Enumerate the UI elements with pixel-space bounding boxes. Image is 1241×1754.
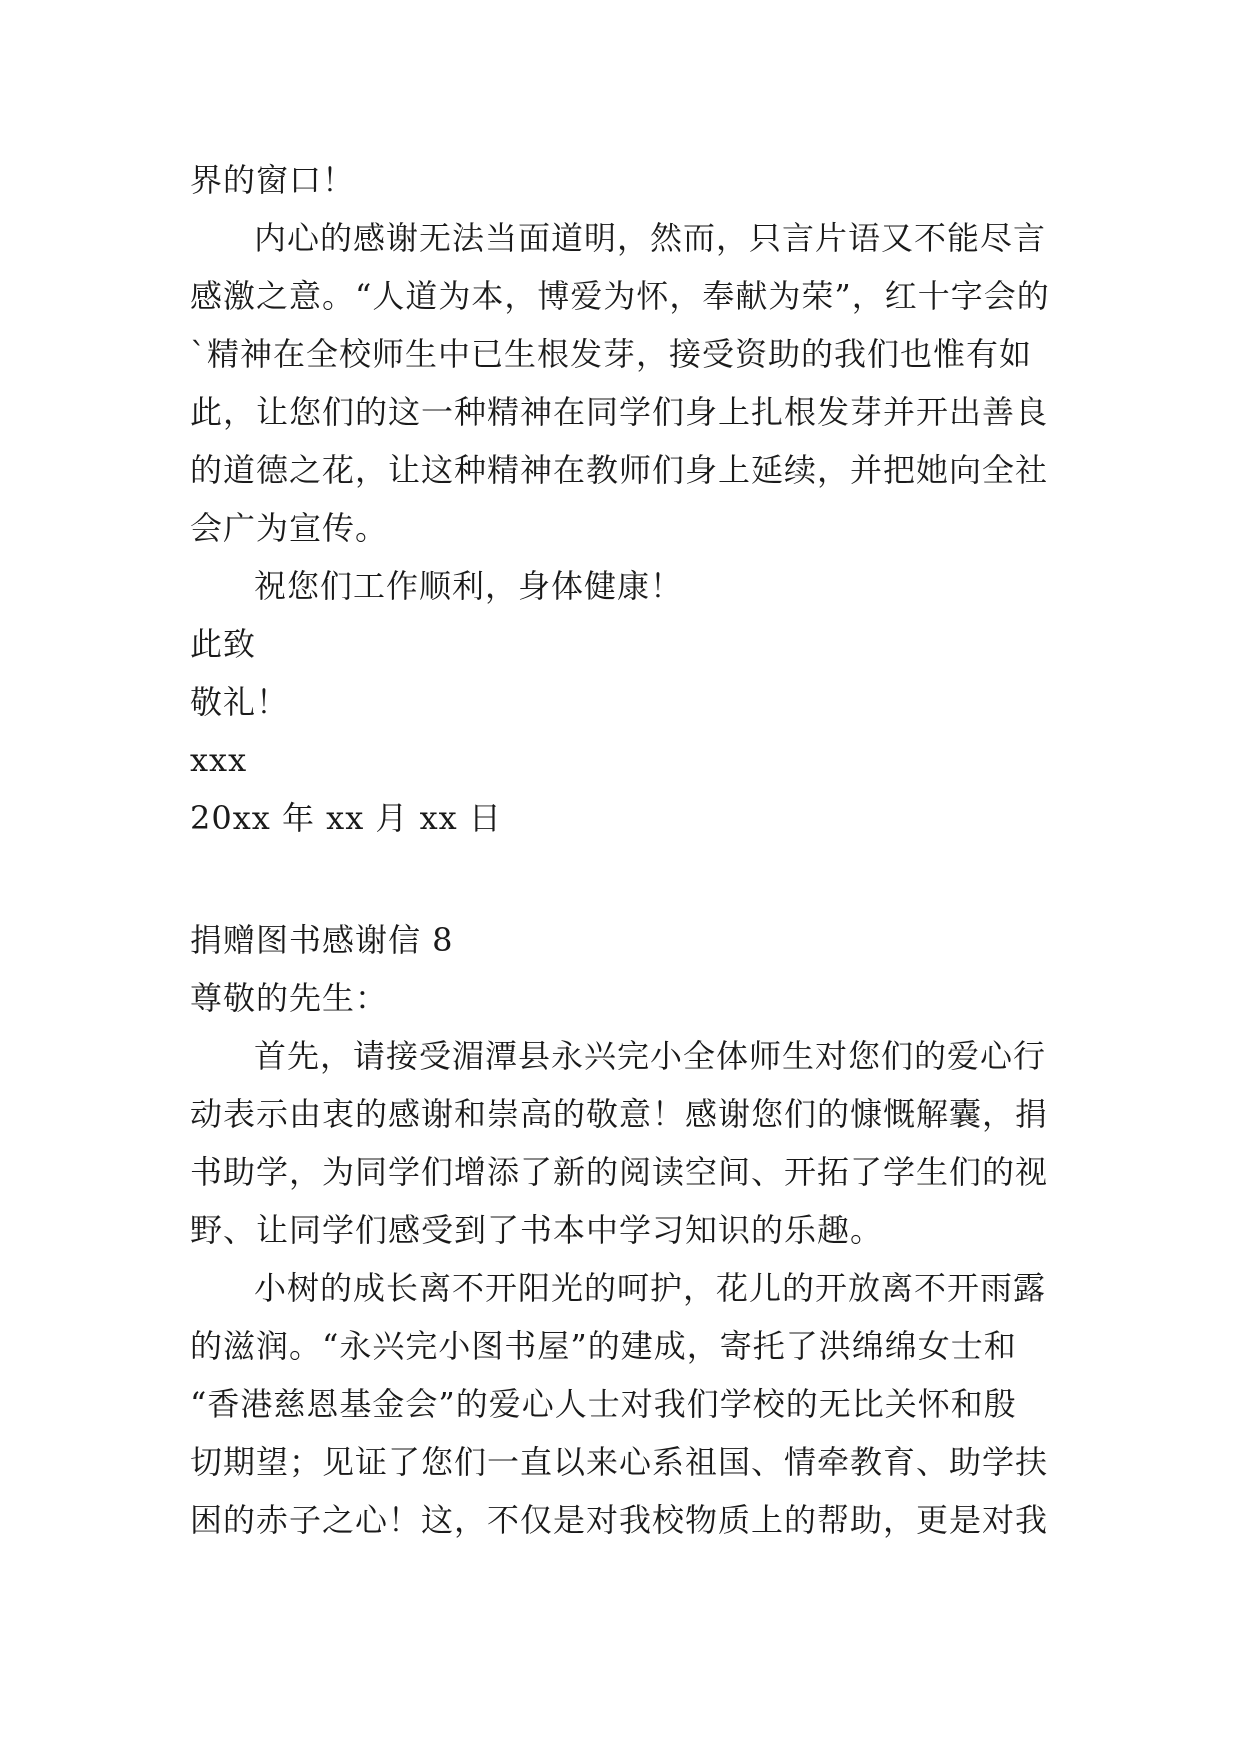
letter-title: 捐赠图书感谢信 8 xyxy=(190,921,454,959)
text-line: 野、让同学们感受到了书本中学习知识的乐趣。 xyxy=(190,1211,884,1249)
text-line: 感激之意。“人道为本，博爱为怀，奉献为荣”，红十字会的 xyxy=(190,277,1050,315)
closing-line: 敬礼！ xyxy=(190,683,290,721)
text-line: 书助学，为同学们增添了新的阅读空间、开拓了学生们的视 xyxy=(190,1153,1049,1191)
paragraph-line: 祝您们工作顺利，身体健康！ xyxy=(254,567,684,605)
signature-line: xxx xyxy=(190,741,248,779)
text-line: 此，让您们的这一种精神在同学们身上扎根发芽并开出善良 xyxy=(190,393,1049,431)
text-line: 的滋润。“永兴完小图书屋”的建成，寄托了洪绵绵女士和 xyxy=(190,1327,1017,1365)
date-line: 20xx 年 xx 月 xx 日 xyxy=(190,799,502,837)
text-line: 会广为宣传。 xyxy=(190,509,389,547)
salutation-line: 尊敬的先生： xyxy=(190,979,389,1017)
closing-line: 此致 xyxy=(190,625,257,663)
text-line: 界的窗口！ xyxy=(190,161,356,199)
text-line: 的道德之花，让这种精神在教师们身上延续，并把她向全社 xyxy=(190,451,1049,489)
paragraph-line: 小树的成长离不开阳光的呵护，花儿的开放离不开雨露 xyxy=(254,1269,1047,1307)
text-line: “香港慈恩基金会”的爱心人士对我们学校的无比关怀和殷 xyxy=(190,1385,1017,1423)
text-line: 动表示由衷的感谢和崇高的敬意！感谢您们的慷慨解囊，捐 xyxy=(190,1095,1049,1133)
text-line: 切期望；见证了您们一直以来心系祖国、情牵教育、助学扶 xyxy=(190,1443,1049,1481)
text-line: 困的赤子之心！这，不仅是对我校物质上的帮助，更是对我 xyxy=(190,1501,1049,1539)
text-line: `精神在全校师生中已生根发芽，接受资助的我们也惟有如 xyxy=(190,335,1033,373)
paragraph-line: 内心的感谢无法当面道明，然而，只言片语又不能尽言 xyxy=(254,219,1047,257)
paragraph-line: 首先，请接受湄潭县永兴完小全体师生对您们的爱心行 xyxy=(254,1037,1047,1075)
